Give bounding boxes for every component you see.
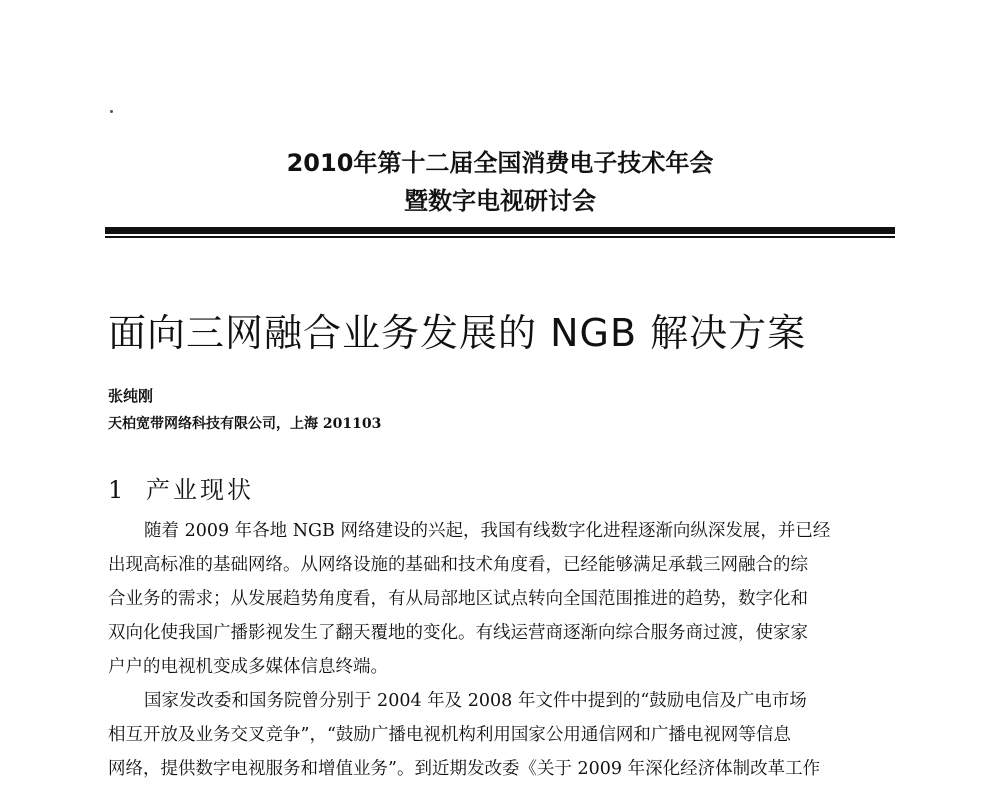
paper-title: 面向三网融合业务发展的 NGB 解决方案 [108,311,807,355]
paragraph-line: 双向化使我国广播影视发生了翻天覆地的变化。有线运营商逐渐向综合服务商过渡，使家家 [108,623,808,643]
body-paragraph-2 [108,684,898,786]
author-name: 张纯刚 [108,387,154,405]
paragraph-line: 出现高标准的基础网络。从网络设施的基础和技术角度看，已经能够满足承载三网融合的综 [108,555,808,575]
header-rule-thick [105,227,895,234]
paragraph-line: 户户的电视机变成多媒体信息终端。 [108,657,388,677]
paragraph-line: 合业务的需求；从发展趋势角度看，有从局部地区试点转向全国范围推进的趋势，数字化和 [108,589,808,609]
section-title: 产业现状 [146,476,254,504]
conference-name-line2: 暨数字电视研讨会 [404,187,596,215]
section-number: 1 [108,476,124,504]
scan-speck [110,110,113,113]
conference-name-line1: 2010年第十二届全国消费电子技术年会 [286,149,714,177]
paragraph-line: 国家发改委和国务院曾分别于 2004 年及 2008 年文件中提到的“鼓励电信及广电市场 [144,691,807,711]
paragraph-line: 随着 2009 年各地 NGB 网络建设的兴起，我国有线数字化进程逐渐向纵深发展，并已经 [144,521,831,541]
header-rule-thin [105,236,895,238]
author-affiliation: 天柏宽带网络科技有限公司，上海 201103 [108,416,382,432]
paragraph-line: 网络，提供数字电视服务和增值业务”。到近期发改委《关于 2009 年深化经济体制改革工作 [108,759,821,779]
body-paragraph-1 [108,514,898,684]
section-heading [108,474,254,506]
paragraph-line: 相互开放及业务交叉竞争”，“鼓励广播电视机构利用国家公用通信网和广播电视网等信息 [108,725,791,745]
